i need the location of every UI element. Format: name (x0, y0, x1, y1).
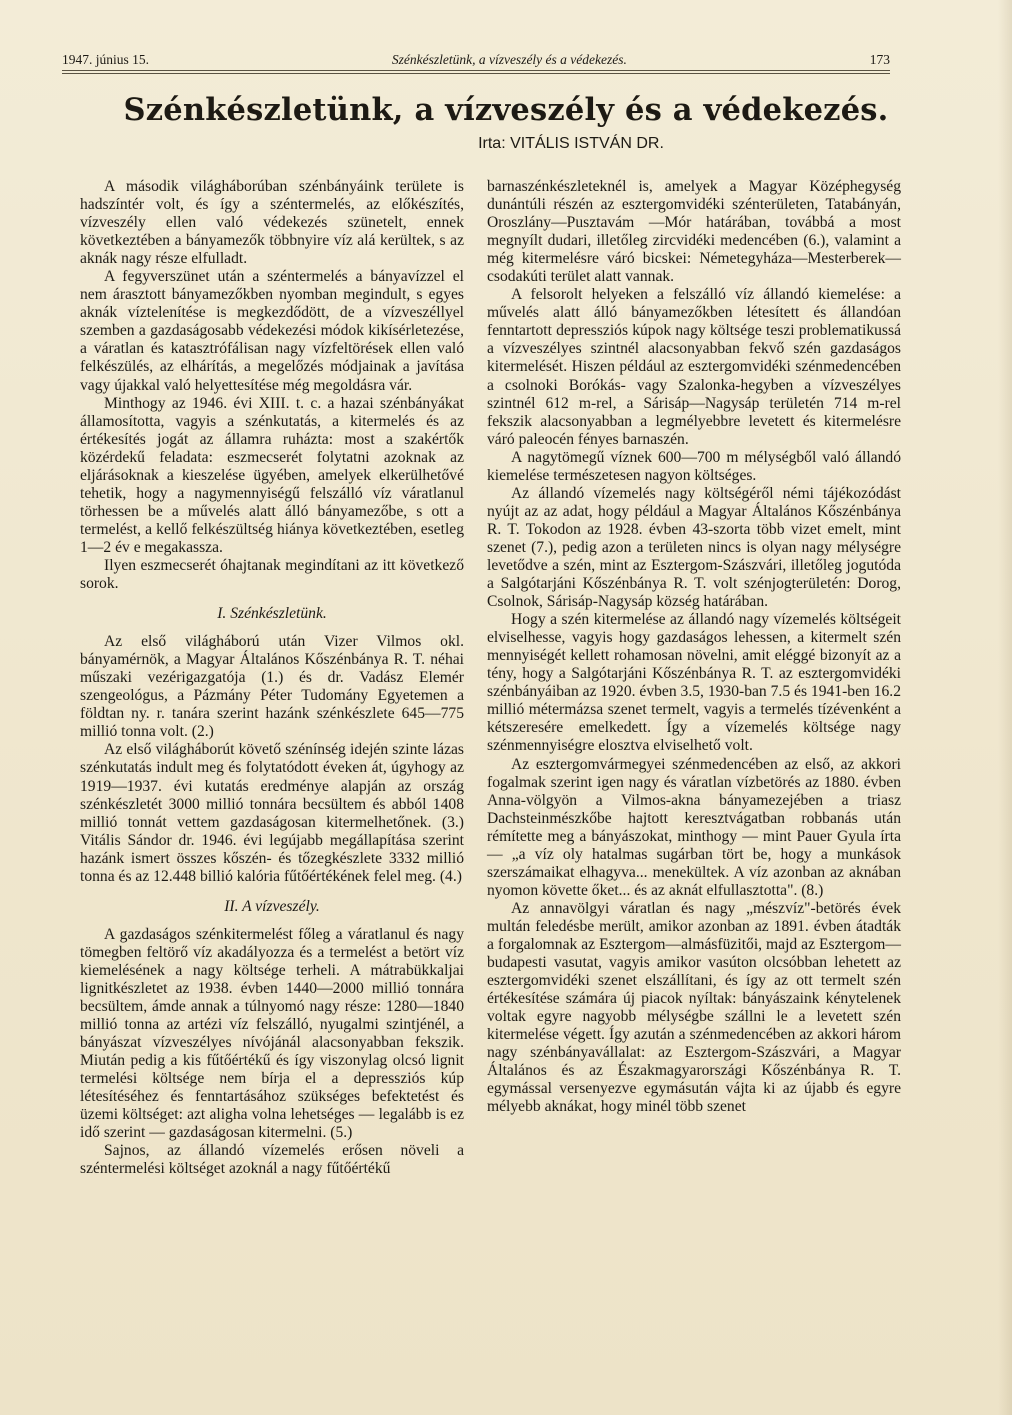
paragraph: Az első világháborút követő szénínség idején szinte lázas szénkutatás indult meg és folytatódott éveken át, úgyhogy az 1919—1937. évi kutatás eredménye alapján az ország szénkészletét 3000 millió tonnára becsültem és abból 1408 millió tonnát vettem gazdaságosan kitermelhetőnek. (3.) Vitális Sándor dr. 1946. évi legújabb megállapítása szerint hazánk ismert összes kőszén- és tőzegkészlete 3332 millió tonna és az 12.448 billió kalória fűtőértékének felel meg. (4.) (80, 741, 464, 885)
running-title: Szénkészletünk, a vízveszély és a védekezés. (391, 52, 627, 67)
issue-date: 1947. június 15. (62, 52, 150, 67)
paragraph: Minthogy az 1946. évi XIII. t. c. a hazai szénbányákat államosította, vagyis a szénkutatás, a kitermelés és az értékesítés jogát az államra ruházta: most a szakértők közérdekű feladata: eszmecserét folytatni azoknak az eljárásoknak a kieszelése ügyében, amelyek elkerülhetővé tehetik, hogy a nagymennyiségű felszálló víz váratlanul törhessen be a művelés alatt álló bányamezőbe, s ott a termelést, a kellő felkészültség hiánya következtében, esetleg 1—2 év e megakassza. (80, 394, 464, 556)
paragraph: Az állandó vízemelés nagy költségéről némi tájékozódást nyújt az az adat, hogy például a Magyar Általános Kőszénbánya R. T. Tokodon az 1928. évben 43-szorta több vizet emelt, mint szenet (7.), pedig azon a területen nincs is olyan nagy mélységre levetődve a szén, mint az Esztergom-Szászvári, illetőleg jogutóda a Salgótarjáni Kőszénbánya R. T. volt szénjogterületén: Dorog, Csolnok, Sárisáp-Nagysáp község határában. (487, 484, 901, 611)
running-header (62, 50, 890, 71)
section-heading: I. Szénkészletünk. (217, 605, 327, 623)
left-column (80, 178, 464, 1178)
paragraph: Az esztergomvármegyei szénmedencében az első, az akkori fogalmak szerint igen nagy és váratlan vízbetörés az 1880. évben Anna-völgyön a Vilmos-akna bányamezejében a triasz Dachsteinmészkőbe hajtott keresztvágatban robbanás után rémítette meg a bányászokat, minthogy — mint Pauer Gyula írta — „a víz oly hatalmas sugárban tört be, hogy a munkások szerszámaikat elhagyva... menekültek. A víz azonban az aknában nyomon követte őket... és az aknát elfullasztotta". (8.) (487, 755, 901, 899)
paragraph: Sajnos, az állandó vízemelés erősen növeli a széntermelési költséget azoknál a nagy fűtőértékű (80, 1142, 464, 1178)
paragraph: Az annavölgyi váratlan és nagy „mészvíz"-betörés évek multán feledésbe merült, amikor azonban az 1891. évben átadták a forgalomnak az Esztergom—almásfüzitői, majd az Esztergom—budapesti vasutat, vagyis amikor vasúton olcsóbban lehetett az esztergomvidéki szenet elszállítani, és így az ott termelt szén értékesítése számára új piacok nyíltak: bányászaink kénytelenek voltak egyre nagyobb mélységbe szállni le a levetett szén kitermelése végett. Így azután a szénmedencében az akkori három nagy szénbányavállalat: az Esztergom-Szászvári, a Magyar Általános és az Északmagyarországi Kőszénbánya R. T. egymással versenyezve egymásután vájta ki az újabb és egyre mélyebb aknákat, hogy minél több szenet (487, 899, 901, 1116)
paragraph: Ilyen eszmecserét óhajtanak megindítani az itt következő sorok. (80, 556, 464, 593)
header-rule (62, 73, 890, 74)
article-title: Szénkészletünk, a vízveszély és a védekezés. (123, 92, 889, 128)
page-number: 173 (869, 52, 890, 67)
section-heading: II. A vízveszély. (224, 897, 320, 915)
paragraph: Hogy a szén kitermelése az állandó nagy vízemelés költségeit elviselhesse, vagyis hogy gazdaságos lehessen, a kitermelt szén mennyiségét kellett rohamosan növelni, amit eléggé bizonyít az a tény, hogy a Salgótarjáni Kőszénbánya R. T. az esztergomvidéki szénbányáiban az 1920. évben 3.5, 1930-ban 7.5 és 1941-ben 16.2 millió métermázsa szenet termelt, vagyis a termelés tízévenként a kétszeresére emelkedett. Így a vízemelés költsége nagy szénmennyiségre elosztva elviselhető volt. (487, 611, 901, 755)
page-edge-shadow (998, 0, 1012, 1415)
paragraph: A második világháborúban szénbányáink területe is hadszíntér volt, és így a széntermelés, az előkészítés, vízveszély ellen való védekezés szünetelt, ennek következtében a bányamezők többnyire víz alá kerültek, s az aknák nagy része elfulladt. (80, 178, 464, 268)
paragraph: A fegyverszünet után a széntermelés a bányavízzel el nem árasztott bányamezőkben nyomban megindult, s egyes aknák víztelenítése is megkezdődött, de a vízveszéllyel szemben a gazdaságosabb védekezési módok kikísérletezése, a váratlan és katasztrófálisan nagy vízfeltörések ellen való felkészülés, az elhárítás, a megelőzés módjainak a javítása vagy újakkal való helyettesítése még megoldásra vár. (80, 268, 464, 394)
right-column (487, 178, 901, 1116)
article-byline: Irta: VITÁLIS ISTVÁN DR. (478, 135, 664, 152)
paragraph: barnaszénkészleteknél is, amelyek a Magyar Középhegység dunántúli részén az esztergomvidéki szénterületen, Tatabányán, Oroszlány—Pusztavám —Mór határában, továbbá a most megnyílt dudari, illetőleg zircvidéki medencében (6.), valamint a még kitermelésre váró bicskei: Németegyháza—Mesterberek—csodakúti terület alatt vannak. (487, 178, 901, 286)
paragraph: A gazdaságos szénkitermelést főleg a váratlanul és nagy tömegben feltörő víz akadályozza és a termelést a betört víz kiemelésének a nagy költsége terheli. A mátrabükkaljai lignitkészletet az 1938. évben 1440—2000 millió tonnára becsültem, ámde annak a túlnyomó nagy része: 1280—1840 millió tonna az artézi víz felszálló, nyugalmi szintjénél, a bányászat vízveszélyes nívójánál alacsonyabban fekszik. Miután pedig a kis fűtőértékű és így viszonylag olcsó lignit termelési költsége nem bírja el a depressziós kúp létesítéséhez és fenntartásához szükséges befektetést és üzemi költséget: azt aligha volna lehetséges — legalább is ez idő szerint — gazdaságosan kitermelni. (5.) (80, 925, 464, 1142)
paragraph: Az első világháború után Vizer Vilmos okl. bányamérnök, a Magyar Általános Kőszénbánya R. T. néhai műszaki vezérigazgatója (1.) és dr. Vadász Elemér szengeológus, a Pázmány Péter Tudomány Egyetemen a földtan ny. r. tanára szerint hazánk szénkészlete 645—775 millió tonna volt. (2.) (80, 633, 464, 741)
paragraph: A nagytömegű víznek 600—700 m mélységből való állandó kiemelése természetesen nagyon költséges. (487, 448, 901, 484)
paragraph: A felsorolt helyeken a felszálló víz állandó kiemelése: a művelés alatt álló bányamezőkben létesített és állandóan fenntartott depressziós kúpok nagy költsége teszi problematikussá a vízveszélyes szintnél alacsonyabban fekvő szén gazdaságos kitermelését. Hiszen például az esztergomvidéki szénmedencében a csolnoki Borókás- vagy Szalonka-hegyben a vízveszélyes szintnél 612 m-rel, a Sárisáp—Nagysáp területén 714 m-rel fekszik alacsonyabban a legmélyebbre levetett és kitermelésre váró paleocén fényes barnaszén. (487, 286, 901, 448)
